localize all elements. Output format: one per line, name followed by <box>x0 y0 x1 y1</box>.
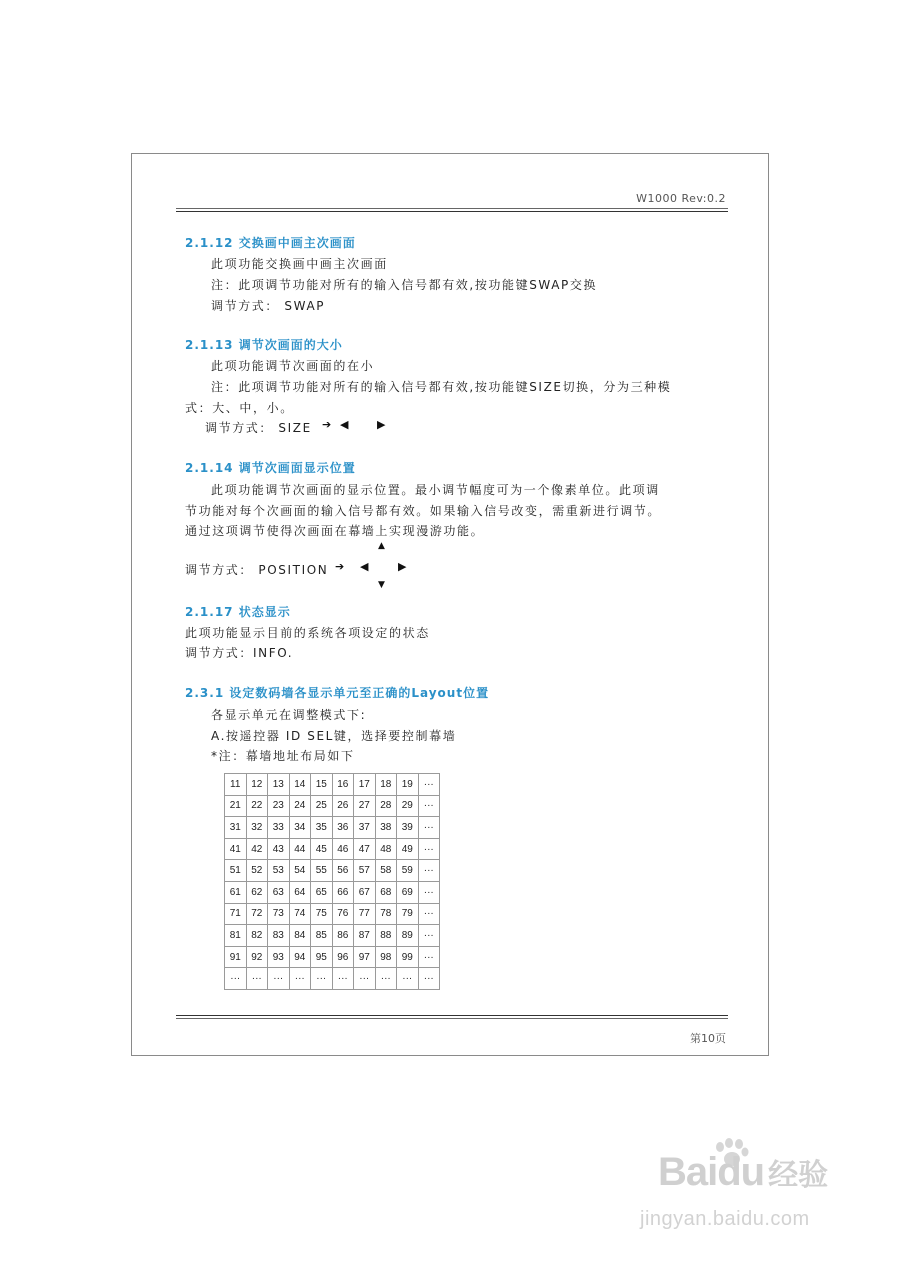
arrow-right-icon: ➔ <box>335 560 345 573</box>
table-row <box>225 881 440 903</box>
table-cell: 69 <box>397 881 419 903</box>
triangle-right-icon: ▶ <box>398 560 407 573</box>
table-cell: ··· <box>418 881 440 903</box>
table-cell: 11 <box>225 774 247 796</box>
table-cell: 67 <box>354 881 376 903</box>
table-cell: 39 <box>397 817 419 839</box>
table-cell: 51 <box>225 860 247 882</box>
paragraph-line: 此项功能交换画中画主次画面 <box>211 257 388 271</box>
table-cell: ··· <box>332 968 354 990</box>
table-cell: ··· <box>354 968 376 990</box>
table-cell: 56 <box>332 860 354 882</box>
table-cell: ··· <box>375 968 397 990</box>
table-cell: 12 <box>246 774 268 796</box>
footer-rule-double <box>176 1018 728 1019</box>
paragraph-line: 各显示单元在调整模式下: <box>211 708 367 722</box>
section-title: 2.1.13 调节次画面的大小 <box>185 338 343 352</box>
table-cell: 61 <box>225 881 247 903</box>
table-cell: ··· <box>418 795 440 817</box>
table-cell: 18 <box>375 774 397 796</box>
paragraph-line: 此项功能调节次画面的在小 <box>211 359 375 373</box>
table-cell: 64 <box>289 881 311 903</box>
paragraph-line: 调节方式： POSITION <box>185 563 329 577</box>
table-row <box>225 838 440 860</box>
table-row <box>225 774 440 796</box>
triangle-up-icon: ▲ <box>378 541 385 551</box>
table-row <box>225 860 440 882</box>
table-cell: 93 <box>268 946 290 968</box>
table-cell: 88 <box>375 925 397 947</box>
wall-layout-table <box>224 773 440 990</box>
table-cell: 23 <box>268 795 290 817</box>
table-cell: ··· <box>397 968 419 990</box>
paragraph-line: 式：大、中，小。 <box>185 401 294 415</box>
table-cell: 19 <box>397 774 419 796</box>
page-number: 第10页 <box>690 1032 726 1045</box>
table-cell: 96 <box>332 946 354 968</box>
document-page <box>131 153 769 1056</box>
paragraph-line: *注：幕墙地址布局如下 <box>211 749 355 763</box>
table-cell: 47 <box>354 838 376 860</box>
table-cell: 24 <box>289 795 311 817</box>
table-row <box>225 946 440 968</box>
paragraph-line: 注：此项调节功能对所有的输入信号都有效,按功能键SWAP交换 <box>211 278 598 292</box>
table-cell: 33 <box>268 817 290 839</box>
table-cell: ··· <box>418 838 440 860</box>
table-cell: 44 <box>289 838 311 860</box>
table-cell: 31 <box>225 817 247 839</box>
paragraph-line: 此项功能显示目前的系统各项设定的状态 <box>185 626 430 640</box>
footer-rule <box>176 1015 728 1016</box>
table-row <box>225 795 440 817</box>
table-cell: 81 <box>225 925 247 947</box>
triangle-down-icon: ▼ <box>378 580 385 590</box>
table-cell: 85 <box>311 925 333 947</box>
table-cell: 28 <box>375 795 397 817</box>
table-cell: 89 <box>397 925 419 947</box>
table-cell: 59 <box>397 860 419 882</box>
table-cell: 83 <box>268 925 290 947</box>
paragraph-line: A.按遥控器 ID SEL键，选择要控制幕墙 <box>211 729 457 743</box>
triangle-left-icon: ◀ <box>340 418 349 431</box>
paragraph-line: 调节方式： SWAP <box>211 299 326 313</box>
table-cell: 58 <box>375 860 397 882</box>
table-cell: 92 <box>246 946 268 968</box>
paragraph-line: 注：此项调节功能对所有的输入信号都有效,按功能键SIZE切换，分为三种模 <box>211 380 672 394</box>
table-cell: 16 <box>332 774 354 796</box>
table-cell: 95 <box>311 946 333 968</box>
section-title: 2.1.14 调节次画面显示位置 <box>185 461 356 475</box>
table-cell: 75 <box>311 903 333 925</box>
table-cell: 34 <box>289 817 311 839</box>
table-cell: 46 <box>332 838 354 860</box>
table-cell: 52 <box>246 860 268 882</box>
table-cell: 94 <box>289 946 311 968</box>
table-cell: 63 <box>268 881 290 903</box>
table-cell: 74 <box>289 903 311 925</box>
table-cell: 68 <box>375 881 397 903</box>
table-cell: 99 <box>397 946 419 968</box>
table-cell: 97 <box>354 946 376 968</box>
table-cell: 41 <box>225 838 247 860</box>
table-cell: 78 <box>375 903 397 925</box>
table-cell: 55 <box>311 860 333 882</box>
table-cell: 15 <box>311 774 333 796</box>
table-cell: 77 <box>354 903 376 925</box>
paragraph-line: 通过这项调节使得次画面在幕墙上实现漫游功能。 <box>185 524 485 538</box>
table-cell: ··· <box>418 817 440 839</box>
table-cell: 22 <box>246 795 268 817</box>
table-cell: ··· <box>418 968 440 990</box>
section-title: 2.1.17 状态显示 <box>185 605 291 619</box>
table-cell: 71 <box>225 903 247 925</box>
triangle-left-icon: ◀ <box>360 560 369 573</box>
table-cell: ··· <box>246 968 268 990</box>
section-title: 2.3.1 设定数码墙各显示单元至正确的Layout位置 <box>185 686 490 700</box>
table-cell: 76 <box>332 903 354 925</box>
table-cell: 14 <box>289 774 311 796</box>
table-cell: 91 <box>225 946 247 968</box>
table-cell: 45 <box>311 838 333 860</box>
table-cell: ··· <box>225 968 247 990</box>
table-row <box>225 968 440 990</box>
triangle-right-icon: ▶ <box>377 418 386 431</box>
table-row <box>225 903 440 925</box>
watermark-url: jingyan.baidu.com <box>640 1208 810 1230</box>
table-cell: ··· <box>418 925 440 947</box>
paragraph-line: 调节方式： SIZE <box>205 421 312 435</box>
table-cell: 32 <box>246 817 268 839</box>
table-cell: 13 <box>268 774 290 796</box>
table-cell: ··· <box>268 968 290 990</box>
table-cell: 49 <box>397 838 419 860</box>
table-cell: 36 <box>332 817 354 839</box>
table-cell: 43 <box>268 838 290 860</box>
table-row <box>225 925 440 947</box>
table-cell: ··· <box>289 968 311 990</box>
table-cell: 35 <box>311 817 333 839</box>
table-cell: ··· <box>418 774 440 796</box>
table-cell: 72 <box>246 903 268 925</box>
table-cell: 42 <box>246 838 268 860</box>
table-cell: 87 <box>354 925 376 947</box>
table-cell: 86 <box>332 925 354 947</box>
table-cell: 73 <box>268 903 290 925</box>
table-row <box>225 817 440 839</box>
revision-label: W1000 Rev:0.2 <box>636 192 726 205</box>
table-cell: 66 <box>332 881 354 903</box>
table-cell: 54 <box>289 860 311 882</box>
header-rule <box>176 208 728 209</box>
table-cell: ··· <box>418 903 440 925</box>
table-cell: 84 <box>289 925 311 947</box>
watermark-logo <box>658 1150 828 1195</box>
paragraph-line: 此项功能调节次画面的显示位置。最小调节幅度可为一个像素单位。此项调 <box>211 483 660 497</box>
table-cell: 65 <box>311 881 333 903</box>
watermark-logo-text: Baidu <box>658 1150 765 1194</box>
section-title: 2.1.12 交换画中画主次画面 <box>185 236 356 250</box>
table-cell: 37 <box>354 817 376 839</box>
table-cell: 53 <box>268 860 290 882</box>
table-cell: ··· <box>418 946 440 968</box>
arrow-right-icon: ➔ <box>322 418 332 431</box>
watermark-logo-cn: 经验 <box>768 1158 829 1193</box>
paragraph-line: 调节方式：INFO. <box>185 646 294 660</box>
paragraph-line: 节功能对每个次画面的输入信号都有效。如果输入信号改变，需重新进行调节。 <box>185 504 662 518</box>
header-rule-double <box>176 211 728 212</box>
table-cell: 25 <box>311 795 333 817</box>
table-cell: 27 <box>354 795 376 817</box>
table-cell: 57 <box>354 860 376 882</box>
table-cell: ··· <box>311 968 333 990</box>
table-cell: 82 <box>246 925 268 947</box>
table-cell: 21 <box>225 795 247 817</box>
table-cell: 26 <box>332 795 354 817</box>
table-cell: 62 <box>246 881 268 903</box>
table-cell: 17 <box>354 774 376 796</box>
table-cell: 29 <box>397 795 419 817</box>
table-cell: 48 <box>375 838 397 860</box>
table-cell: 38 <box>375 817 397 839</box>
table-cell: 98 <box>375 946 397 968</box>
table-cell: ··· <box>418 860 440 882</box>
table-cell: 79 <box>397 903 419 925</box>
